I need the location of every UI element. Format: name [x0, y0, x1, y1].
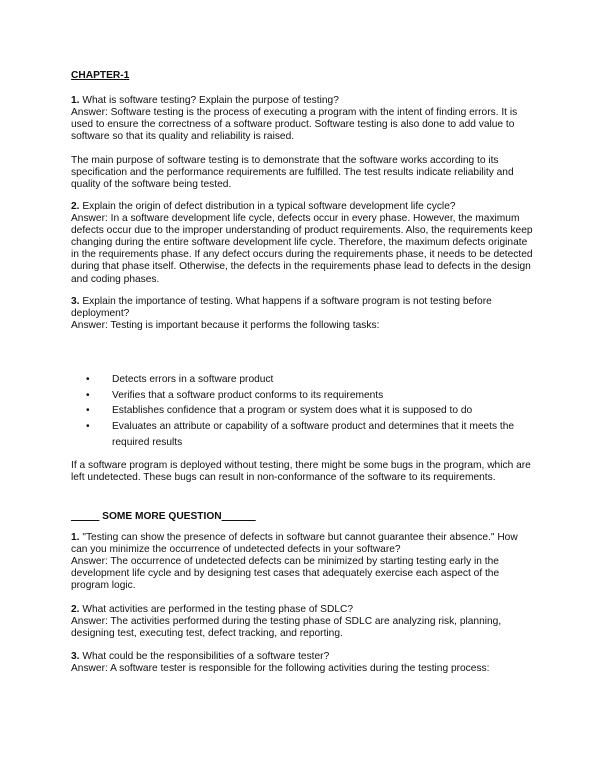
answer-3: Answer: Testing is important because it performs the following tasks:	[71, 320, 380, 332]
question-3-block	[71, 296, 533, 332]
answer-1-paragraph-2: The main purpose of software testing is to demonstrate that the software works according to its specification and the performance requirements are fulfilled. The test results indicate reliability and quality of the software being tested.	[71, 155, 514, 191]
list-item: • Evaluates an attribute or capability of a software product and determines that it meets the required results	[86, 420, 515, 448]
question-3: 3. Explain the importance of testing. What happens if a software program is not testing before deployment?	[71, 296, 492, 320]
bullet-icon: •	[86, 374, 90, 385]
more-answer-3: Answer: A software tester is responsible for the following activities during the testing process:	[71, 663, 490, 675]
answer-3-conclusion: If a software program is deployed without testing, there might be some bugs in the program, which are left undetected. These bugs can result in non-conformance of the software to its requirements.	[71, 460, 531, 484]
more-question-3: 3. What could be the responsibilities of a software tester?	[71, 651, 330, 662]
answer-2: Answer: In a software development life cycle, defects occur in every phase. However, the maximum defects occur due to the improper understanding of product requirements. Also, the requirements keep changing during the entire software development life cycle. Therefore, the maximum defects originate in the requirements phase. If any defect occurs during the requirements phase, it needs to be detected during that phase itself. Otherwise, the defects in the requirements phase lead to defects in the design and coding phases.	[71, 213, 533, 285]
question-1-block	[71, 95, 533, 143]
list-item: • Verifies that a software product conforms to its requirements	[86, 388, 526, 404]
section-heading: _____ SOME MORE QUESTION______	[71, 511, 256, 522]
more-question-3-block	[71, 651, 533, 675]
more-question-1: 1. "Testing can show the presence of defects in software but cannot guarantee their absence." How can you minimize the occurrence of undetected defects in your software?	[71, 532, 518, 556]
question-2-block	[71, 201, 533, 286]
chapter-title: CHAPTER-1	[71, 70, 130, 81]
more-question-1-block	[71, 532, 533, 592]
more-question-2: 2. What activities are performed in the testing phase of SDLC?	[71, 604, 354, 615]
question-1: 1. What is software testing? Explain the purpose of testing?	[71, 95, 339, 106]
more-question-2-block	[71, 604, 533, 640]
bullet-icon: •	[86, 405, 90, 416]
more-answer-2: Answer: The activities performed during the testing phase of SDLC are analyzing risk, planning, designing test, executing test, defect tracking, and reporting.	[71, 616, 502, 640]
list-item: • Establishes confidence that a program or system does what it is supposed to do	[86, 403, 526, 419]
list-item: • Detects errors in a software product	[86, 372, 526, 388]
question-2: 2. Explain the origin of defect distribution in a typical software development life cycle?	[71, 201, 456, 212]
bullet-list	[86, 372, 526, 452]
bullet-icon: •	[86, 420, 90, 432]
more-answer-1: Answer: The occurrence of undetected defects can be minimized by starting testing early in the development life cycle and by designing test cases that adequately exercise each aspect of the program logic.	[71, 556, 500, 592]
bullet-icon: •	[86, 389, 90, 401]
answer-1: Answer: Software testing is the process of executing a program with the intent of finding errors. It is used to ensure the correctness of a software product. Software testing is also done to add value to software so that its quality and reliability is raised.	[71, 107, 518, 143]
